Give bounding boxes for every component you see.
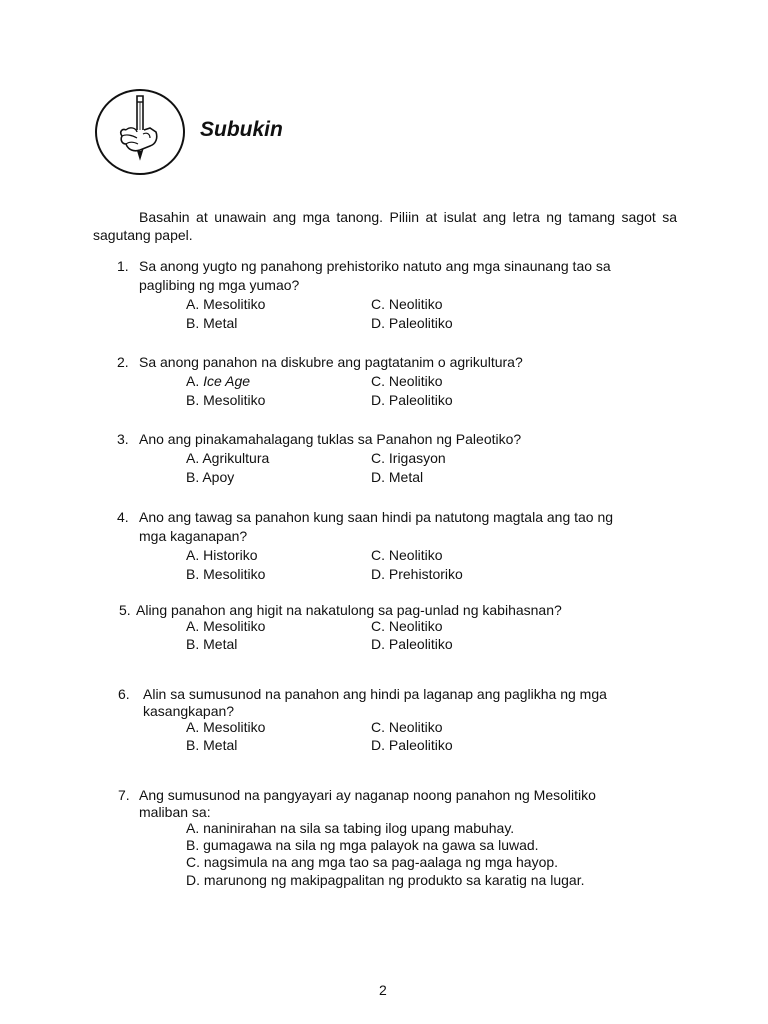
choice-b: B. Mesolitiko [186, 566, 266, 582]
question-number: 5. [119, 602, 131, 618]
choice-d: D. marunong ng makipagpalitan ng produkto sa karatig na lugar. [186, 872, 585, 888]
choice-c: C. nagsimula na ang mga tao sa pag-aalaga ng mga hayop. [186, 854, 559, 870]
question-number: 7. [118, 787, 130, 803]
choice-a: A. Mesolitiko [186, 618, 266, 634]
choice-a: A. Mesolitiko [186, 296, 266, 312]
choice-c: C. Irigasyon [371, 450, 446, 466]
choice-d: D. Paleolitiko [371, 392, 453, 408]
question-text-line: Alin sa sumusunod na panahon ang hindi pa laganap ang paglikha ng mga [143, 686, 607, 702]
choice-a: A. Agrikultura [186, 450, 270, 466]
choice-d: D. Paleolitiko [371, 315, 453, 331]
question-number: 4. [117, 509, 129, 525]
choice-b: B. Mesolitiko [186, 392, 266, 408]
question-text-line: mga kaganapan? [139, 528, 248, 544]
choice-a: A. Historiko [186, 547, 258, 563]
question-text-line: paglibing ng mga yumao? [139, 277, 300, 293]
choice-b: B. Apoy [186, 469, 235, 485]
choice-b: B. gumagawa na sila ng mga palayok na gawa sa luwad. [186, 837, 539, 853]
question-number: 3. [117, 431, 129, 447]
choice-d: D. Paleolitiko [371, 636, 453, 652]
question-text-line: Ang sumusunod na pangyayari ay naganap noong panahon ng Mesolitiko [139, 787, 596, 803]
choice-b: B. Metal [186, 636, 238, 652]
choice-c: C. Neolitiko [371, 618, 443, 634]
choice-a [186, 373, 250, 389]
choice-a-prefix: A. [186, 373, 204, 389]
choice-b: B. Metal [186, 737, 238, 753]
question-text-line: Aling panahon ang higit na nakatulong sa pag-unlad ng kabihasnan? [136, 602, 562, 618]
choice-c: C. Neolitiko [371, 296, 443, 312]
question-number: 6. [118, 686, 130, 702]
question-text-line: Ano ang pinakamahalagang tuklas sa Panahon ng Paleotiko? [139, 431, 522, 447]
instructions-text: Basahin at unawain ang mga tanong. Piliin at isulat ang letra ng tamang sagot sa sagutang papel. [93, 209, 677, 243]
question-text-line: Sa anong panahon na diskubre ang pagtatanim o agrikultura? [139, 354, 523, 370]
choice-a: A. naninirahan na sila sa tabing ilog upang mabuhay. [186, 820, 515, 836]
choice-c: C. Neolitiko [371, 547, 443, 563]
choice-b: B. Metal [186, 315, 238, 331]
choice-a-italic: Ice Age [203, 373, 251, 389]
hand-holding-pencil-icon [92, 88, 188, 176]
choice-a: A. Mesolitiko [186, 719, 266, 735]
choice-d: D. Metal [371, 469, 424, 485]
question-number: 2. [117, 354, 129, 370]
question-text-line: Sa anong yugto ng panahong prehistoriko natuto ang mga sinaunang tao sa [139, 258, 611, 274]
page-number: 2 [379, 982, 387, 998]
question-number: 1. [117, 258, 129, 274]
choice-c: C. Neolitiko [371, 373, 443, 389]
question-text-line: maliban sa: [139, 804, 211, 820]
question-text-line: Ano ang tawag sa panahon kung saan hindi pa natutong magtala ang tao ng [139, 509, 614, 525]
choice-d: D. Prehistoriko [371, 566, 463, 582]
section-title: Subukin [200, 118, 283, 141]
choice-c: C. Neolitiko [371, 719, 443, 735]
choice-d: D. Paleolitiko [371, 737, 453, 753]
question-text-line: kasangkapan? [143, 703, 235, 719]
